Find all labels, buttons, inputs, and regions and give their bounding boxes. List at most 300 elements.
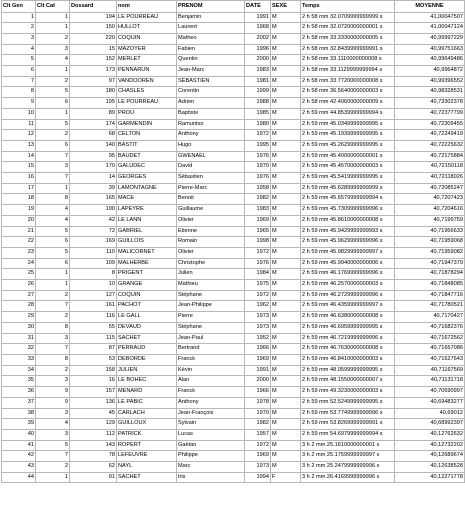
cell-moyenne: 40,71780521 [395, 301, 465, 312]
cell-dossard: 16 [70, 376, 117, 387]
table-row [2, 162, 465, 173]
results-table [1, 0, 465, 483]
cell-nom: MALICORNET [117, 247, 177, 258]
cell-dossard: 100 [70, 205, 117, 216]
cell-nom: GABRIEL [117, 226, 177, 237]
cell-moyenne: 40,71878294 [395, 269, 465, 280]
cell-prenom: SÉBASTIEN [177, 76, 245, 87]
cell-clt-gen: 44 [2, 472, 36, 483]
cell-sexe: M [271, 151, 301, 162]
col-header-sexe: SEXE [271, 1, 301, 13]
cell-prenom: Sylvain [177, 419, 245, 430]
cell-dossard: 143 [70, 440, 117, 451]
cell-moyenne: 40,72150118 [395, 162, 465, 173]
cell-prenom: Anthony [177, 130, 245, 141]
cell-moyenne: 41,00047124 [395, 23, 465, 34]
cell-clt-gen: 35 [2, 376, 36, 387]
cell-clt-cat: 1 [36, 280, 70, 291]
cell-prenom: David [177, 162, 245, 173]
cell-nom: PRIGENT [117, 269, 177, 280]
cell-temps: 2 h 58 mm 32.8439999999991 s [301, 44, 395, 55]
cell-dossard: 109 [70, 258, 117, 269]
cell-clt-gen: 37 [2, 397, 36, 408]
cell-clt-cat: 8 [36, 194, 70, 205]
cell-dossard: 14 [70, 173, 117, 184]
table-row [2, 76, 465, 87]
cell-sexe: M [271, 355, 301, 366]
cell-date: 2000 [245, 55, 271, 66]
cell-nom: GRANGE [117, 280, 177, 291]
table-row [2, 108, 465, 119]
col-header-temps: Temps [301, 1, 395, 13]
cell-sexe: M [271, 76, 301, 87]
cell-prenom: Pierre [177, 312, 245, 323]
cell-nom: LE POURREAU [117, 98, 177, 109]
cell-prenom: Franck [177, 387, 245, 398]
cell-date: 1995 [245, 140, 271, 151]
table-row [2, 130, 465, 141]
cell-dossard: 169 [70, 237, 117, 248]
cell-temps: 2 h 59 mm 49.3230000000003 s [301, 387, 395, 398]
cell-sexe: M [271, 23, 301, 34]
cell-temps: 2 h 59 mm 45.5419999999995 s [301, 173, 395, 184]
cell-sexe: M [271, 162, 301, 173]
cell-nom: MACE [117, 194, 177, 205]
cell-date: 1969 [245, 451, 271, 462]
cell-dossard: 174 [70, 119, 117, 130]
cell-dossard: 87 [70, 344, 117, 355]
cell-clt-gen: 22 [2, 237, 36, 248]
cell-dossard: 95 [70, 151, 117, 162]
cell-temps: 2 h 59 mm 46.6959999999995 s [301, 322, 395, 333]
cell-prenom: Kévin [177, 365, 245, 376]
table-row [2, 44, 465, 55]
cell-clt-gen: 2 [2, 23, 36, 34]
cell-temps: 2 h 59 mm 45.0349999999995 s [301, 119, 395, 130]
cell-dossard: 152 [70, 55, 117, 66]
cell-clt-cat: 2 [36, 76, 70, 87]
cell-sexe: M [271, 183, 301, 194]
cell-nom: NAYL [117, 462, 177, 473]
cell-nom: CHASLES [117, 87, 177, 98]
cell-sexe: M [271, 408, 301, 419]
cell-nom: MAZOYER [117, 44, 177, 55]
cell-clt-cat: 5 [36, 226, 70, 237]
cell-dossard: 45 [70, 408, 117, 419]
cell-moyenne: 40,72309455 [395, 119, 465, 130]
cell-prenom: Quentin [177, 55, 245, 66]
cell-clt-cat: 5 [36, 119, 70, 130]
cell-date: 1999 [245, 87, 271, 98]
cell-temps: 2 h 58 mm 33.1110000000008 s [301, 55, 395, 66]
cell-sexe: M [271, 280, 301, 291]
cell-temps: 2 h 58 mm 32.0720000000001 s [301, 23, 395, 34]
cell-dossard: 170 [70, 162, 117, 173]
table-row [2, 355, 465, 366]
cell-moyenne: 40,71682376 [395, 322, 465, 333]
cell-clt-gen: 42 [2, 451, 36, 462]
cell-prenom: Jean-François [177, 408, 245, 419]
cell-temps: 2 h 59 mm 45.6579999999994 s [301, 194, 395, 205]
table-body [2, 12, 465, 483]
cell-moyenne: 40,71947379 [395, 258, 465, 269]
cell-moyenne: 40,70690997 [395, 387, 465, 398]
cell-temps: 2 h 59 mm 45.9829999999997 s [301, 247, 395, 258]
cell-prenom: Romain [177, 237, 245, 248]
cell-sexe: M [271, 344, 301, 355]
cell-nom: LE LANN [117, 215, 177, 226]
cell-clt-gen: 25 [2, 269, 36, 280]
table-row [2, 333, 465, 344]
cell-clt-cat: 6 [36, 237, 70, 248]
cell-nom: HULLOT [117, 23, 177, 34]
cell-moyenne: 40,72118026 [395, 173, 465, 184]
cell-moyenne: 40,98328531 [395, 87, 465, 98]
cell-date: 1958 [245, 183, 271, 194]
cell-clt-gen: 10 [2, 108, 36, 119]
table-row [2, 269, 465, 280]
cell-prenom: Stéphane [177, 290, 245, 301]
cell-date: 1976 [245, 258, 271, 269]
cell-date: 1972 [245, 247, 271, 258]
cell-clt-gen: 7 [2, 76, 36, 87]
cell-dossard: 78 [70, 451, 117, 462]
cell-prenom: Franck [177, 355, 245, 366]
cell-clt-cat: 1 [36, 66, 70, 77]
cell-nom: LE GALL [117, 312, 177, 323]
cell-clt-cat: 5 [36, 87, 70, 98]
cell-temps: 2 h 59 mm 45.9429999999993 s [301, 226, 395, 237]
cell-clt-cat: 1 [36, 23, 70, 34]
table-row [2, 173, 465, 184]
cell-clt-cat: 6 [36, 258, 70, 269]
cell-clt-gen: 28 [2, 301, 36, 312]
cell-sexe: M [271, 440, 301, 451]
cell-prenom: Olivier [177, 247, 245, 258]
cell-temps: 2 h 59 mm 46.8410000000003 s [301, 355, 395, 366]
cell-clt-gen: 8 [2, 87, 36, 98]
cell-moyenne: 40,71847716 [395, 290, 465, 301]
cell-prenom: Laurent [177, 23, 245, 34]
cell-sexe: M [271, 130, 301, 141]
cell-clt-gen: 31 [2, 333, 36, 344]
cell-moyenne: 40,12271778 [395, 472, 465, 483]
table-row [2, 462, 465, 473]
cell-dossard: 161 [70, 301, 117, 312]
cell-sexe: M [271, 333, 301, 344]
cell-dossard: 195 [70, 98, 117, 109]
cell-clt-gen: 20 [2, 215, 36, 226]
cell-moyenne: 40,7204616 [395, 205, 465, 216]
cell-dossard: 72 [70, 226, 117, 237]
cell-prenom: Corentin [177, 87, 245, 98]
cell-clt-gen: 43 [2, 462, 36, 473]
cell-prenom: Mathieu [177, 280, 245, 291]
cell-dossard: 180 [70, 87, 117, 98]
cell-moyenne: 40,73302378 [395, 98, 465, 109]
cell-nom: ROPERT [117, 440, 177, 451]
cell-clt-gen: 38 [2, 408, 36, 419]
cell-date: 1985 [245, 108, 271, 119]
table-row [2, 215, 465, 226]
cell-date: 1969 [245, 215, 271, 226]
table-row [2, 301, 465, 312]
cell-clt-cat: 2 [36, 312, 70, 323]
cell-nom: GALUDEC [117, 162, 177, 173]
table-row [2, 55, 465, 66]
cell-sexe: M [271, 376, 301, 387]
cell-nom: LEFEUVRE [117, 451, 177, 462]
cell-date: 1968 [245, 23, 271, 34]
col-header-date: DATE [245, 1, 271, 13]
cell-moyenne: 40,9964872 [395, 66, 465, 77]
cell-temps: 2 h 59 mm 45.2629999999995 s [301, 140, 395, 151]
cell-dossard: 110 [70, 247, 117, 258]
cell-date: 1983 [245, 66, 271, 77]
cell-temps: 2 h 59 mm 46.7219999999996 s [301, 333, 395, 344]
cell-temps: 2 h 58 mm 42.4060000000009 s [301, 98, 395, 109]
cell-nom: LE POURREAU [117, 12, 177, 23]
cell-clt-cat: 7 [36, 301, 70, 312]
cell-nom: PACHOT [117, 301, 177, 312]
table-row [2, 322, 465, 333]
table-row [2, 194, 465, 205]
cell-clt-gen: 18 [2, 194, 36, 205]
table-row [2, 408, 465, 419]
cell-dossard: 39 [70, 183, 117, 194]
cell-moyenne: 40,72085247 [395, 183, 465, 194]
cell-dossard: 136 [70, 397, 117, 408]
cell-temps: 2 h 59 mm 46.7630000000008 s [301, 344, 395, 355]
cell-sexe: M [271, 247, 301, 258]
cell-temps: 2 h 58 mm 32.0709999999999 s [301, 12, 395, 23]
cell-clt-gen: 12 [2, 130, 36, 141]
cell-moyenne: 40,71627643 [395, 355, 465, 366]
cell-sexe: M [271, 226, 301, 237]
table-row [2, 183, 465, 194]
table-row [2, 23, 465, 34]
cell-dossard: 127 [70, 290, 117, 301]
cell-moyenne: 40,99649486 [395, 55, 465, 66]
cell-clt-cat: 1 [36, 269, 70, 280]
table-row [2, 66, 465, 77]
cell-nom: GARMENDIN [117, 119, 177, 130]
cell-clt-cat: 1 [36, 12, 70, 23]
cell-date: 1988 [245, 98, 271, 109]
cell-date: 1973 [245, 462, 271, 473]
cell-dossard: 8 [70, 269, 117, 280]
cell-clt-cat: 4 [36, 419, 70, 430]
cell-clt-cat: 7 [36, 151, 70, 162]
cell-moyenne: 40,68992397 [395, 419, 465, 430]
cell-date: 1952 [245, 333, 271, 344]
cell-clt-gen: 33 [2, 355, 36, 366]
cell-temps: 2 h 59 mm 46.1769999999996 s [301, 269, 395, 280]
cell-clt-cat: 3 [36, 44, 70, 55]
table-row [2, 151, 465, 162]
cell-dossard: 112 [70, 429, 117, 440]
cell-moyenne: 40,7199759 [395, 215, 465, 226]
table-row [2, 247, 465, 258]
cell-clt-gen: 36 [2, 387, 36, 398]
cell-date: 1982 [245, 194, 271, 205]
table-row [2, 365, 465, 376]
cell-nom: PENNARUN [117, 66, 177, 77]
cell-temps: 2 h 59 mm 45.1939999999995 s [301, 130, 395, 141]
cell-date: 1976 [245, 173, 271, 184]
cell-temps: 2 h 58 mm 36.5640000000003 s [301, 87, 395, 98]
cell-clt-gen: 24 [2, 258, 36, 269]
col-header-nom: nom [117, 1, 177, 13]
cell-temps: 2 h 59 mm 45.4570000000003 s [301, 162, 395, 173]
cell-sexe: M [271, 108, 301, 119]
cell-clt-cat: 4 [36, 55, 70, 66]
cell-prenom: Julien [177, 269, 245, 280]
cell-sexe: M [271, 429, 301, 440]
cell-moyenne: 40,12762632 [395, 429, 465, 440]
cell-moyenne: 40,12638528 [395, 462, 465, 473]
cell-date: 1957 [245, 429, 271, 440]
cell-date: 1973 [245, 322, 271, 333]
cell-sexe: M [271, 322, 301, 333]
cell-moyenne: 40,71848085 [395, 280, 465, 291]
cell-prenom: Olivier [177, 215, 245, 226]
cell-date: 1991 [245, 365, 271, 376]
cell-nom: BASTIT [117, 140, 177, 151]
cell-clt-gen: 6 [2, 66, 36, 77]
cell-clt-gen: 3 [2, 33, 36, 44]
cell-sexe: M [271, 312, 301, 323]
cell-prenom: Guillaume [177, 205, 245, 216]
cell-date: 1998 [245, 237, 271, 248]
cell-clt-gen: 16 [2, 173, 36, 184]
cell-clt-cat: 9 [36, 387, 70, 398]
cell-nom: JULIEN [117, 365, 177, 376]
cell-clt-gen: 40 [2, 429, 36, 440]
cell-dossard: 129 [70, 419, 117, 430]
cell-date: 1970 [245, 162, 271, 173]
cell-clt-cat: 3 [36, 162, 70, 173]
cell-clt-cat: 7 [36, 451, 70, 462]
cell-sexe: M [271, 419, 301, 430]
cell-dossard: 91 [70, 472, 117, 483]
table-row [2, 290, 465, 301]
cell-sexe: M [271, 98, 301, 109]
cell-nom: MENARD [117, 387, 177, 398]
cell-prenom: Stéphane [177, 322, 245, 333]
cell-clt-cat: 2 [36, 130, 70, 141]
cell-temps: 2 h 59 mm 45.4000000000001 s [301, 151, 395, 162]
cell-clt-cat: 4 [36, 215, 70, 226]
cell-clt-cat: 5 [36, 247, 70, 258]
cell-date: 1994 [245, 472, 271, 483]
cell-dossard: 140 [70, 140, 117, 151]
cell-sexe: M [271, 87, 301, 98]
cell-sexe: M [271, 12, 301, 23]
cell-date: 1966 [245, 344, 271, 355]
cell-clt-cat: 3 [36, 408, 70, 419]
cell-date: 1978 [245, 397, 271, 408]
table-row [2, 119, 465, 130]
cell-temps: 2 h 59 mm 45.7309999999996 s [301, 205, 395, 216]
table-row [2, 226, 465, 237]
cell-date: 1972 [245, 440, 271, 451]
table-row [2, 376, 465, 387]
cell-clt-gen: 5 [2, 55, 36, 66]
cell-sexe: M [271, 237, 301, 248]
cell-temps: 3 h 2 mm 26.4169999999996 s [301, 472, 395, 483]
table-row [2, 312, 465, 323]
cell-clt-gen: 19 [2, 205, 36, 216]
cell-nom: LAPEYRE [117, 205, 177, 216]
cell-moyenne: 40,71959068 [395, 237, 465, 248]
cell-clt-cat: 9 [36, 397, 70, 408]
cell-sexe: M [271, 44, 301, 55]
cell-clt-gen: 39 [2, 419, 36, 430]
cell-date: 1983 [245, 205, 271, 216]
cell-clt-cat: 2 [36, 33, 70, 44]
cell-prenom: Ramuntxo [177, 119, 245, 130]
cell-sexe: M [271, 173, 301, 184]
cell-moyenne: 40,99997229 [395, 33, 465, 44]
cell-temps: 2 h 59 mm 52.5249999999995 s [301, 397, 395, 408]
cell-date: 2002 [245, 33, 271, 44]
cell-date: 1969 [245, 355, 271, 366]
cell-prenom: Adrien [177, 98, 245, 109]
cell-dossard: 157 [70, 387, 117, 398]
cell-clt-cat: 1 [36, 108, 70, 119]
cell-date: 1965 [245, 226, 271, 237]
cell-clt-gen: 29 [2, 312, 36, 323]
cell-prenom: Gaëtan [177, 440, 245, 451]
cell-nom: GEORGES [117, 173, 177, 184]
cell-prenom: Baptiste [177, 108, 245, 119]
cell-dossard: 194 [70, 12, 117, 23]
cell-clt-cat: 7 [36, 173, 70, 184]
cell-clt-gen: 23 [2, 247, 36, 258]
table-row [2, 472, 465, 483]
cell-moyenne: 40,69483277 [395, 397, 465, 408]
cell-moyenne: 40,99396552 [395, 76, 465, 87]
cell-clt-cat: 2 [36, 290, 70, 301]
cell-date: 1980 [245, 119, 271, 130]
cell-moyenne: 40,71657086 [395, 344, 465, 355]
cell-sexe: M [271, 140, 301, 151]
cell-prenom: Jean-Paul [177, 333, 245, 344]
cell-moyenne: 40,72249419 [395, 130, 465, 141]
cell-temps: 2 h 59 mm 45.6289999999999 s [301, 183, 395, 194]
cell-clt-cat: 8 [36, 322, 70, 333]
cell-clt-gen: 32 [2, 344, 36, 355]
cell-clt-gen: 11 [2, 119, 36, 130]
cell-sexe: M [271, 387, 301, 398]
cell-nom: LAMONTAGNE [117, 183, 177, 194]
cell-date: 1976 [245, 151, 271, 162]
cell-date: 1972 [245, 290, 271, 301]
cell-prenom: Matheo [177, 33, 245, 44]
cell-nom: GUILLOUX [117, 419, 177, 430]
cell-moyenne: 40,7207423 [395, 194, 465, 205]
col-header-dossard: Dossard [70, 1, 117, 13]
cell-nom: DEBORDE [117, 355, 177, 366]
cell-clt-gen: 15 [2, 162, 36, 173]
cell-clt-cat: 2 [36, 462, 70, 473]
cell-moyenne: 40,71167569 [395, 365, 465, 376]
cell-dossard: 53 [70, 355, 117, 366]
cell-nom: PROU [117, 108, 177, 119]
cell-clt-cat: 5 [36, 440, 70, 451]
cell-prenom: Fabien [177, 44, 245, 55]
